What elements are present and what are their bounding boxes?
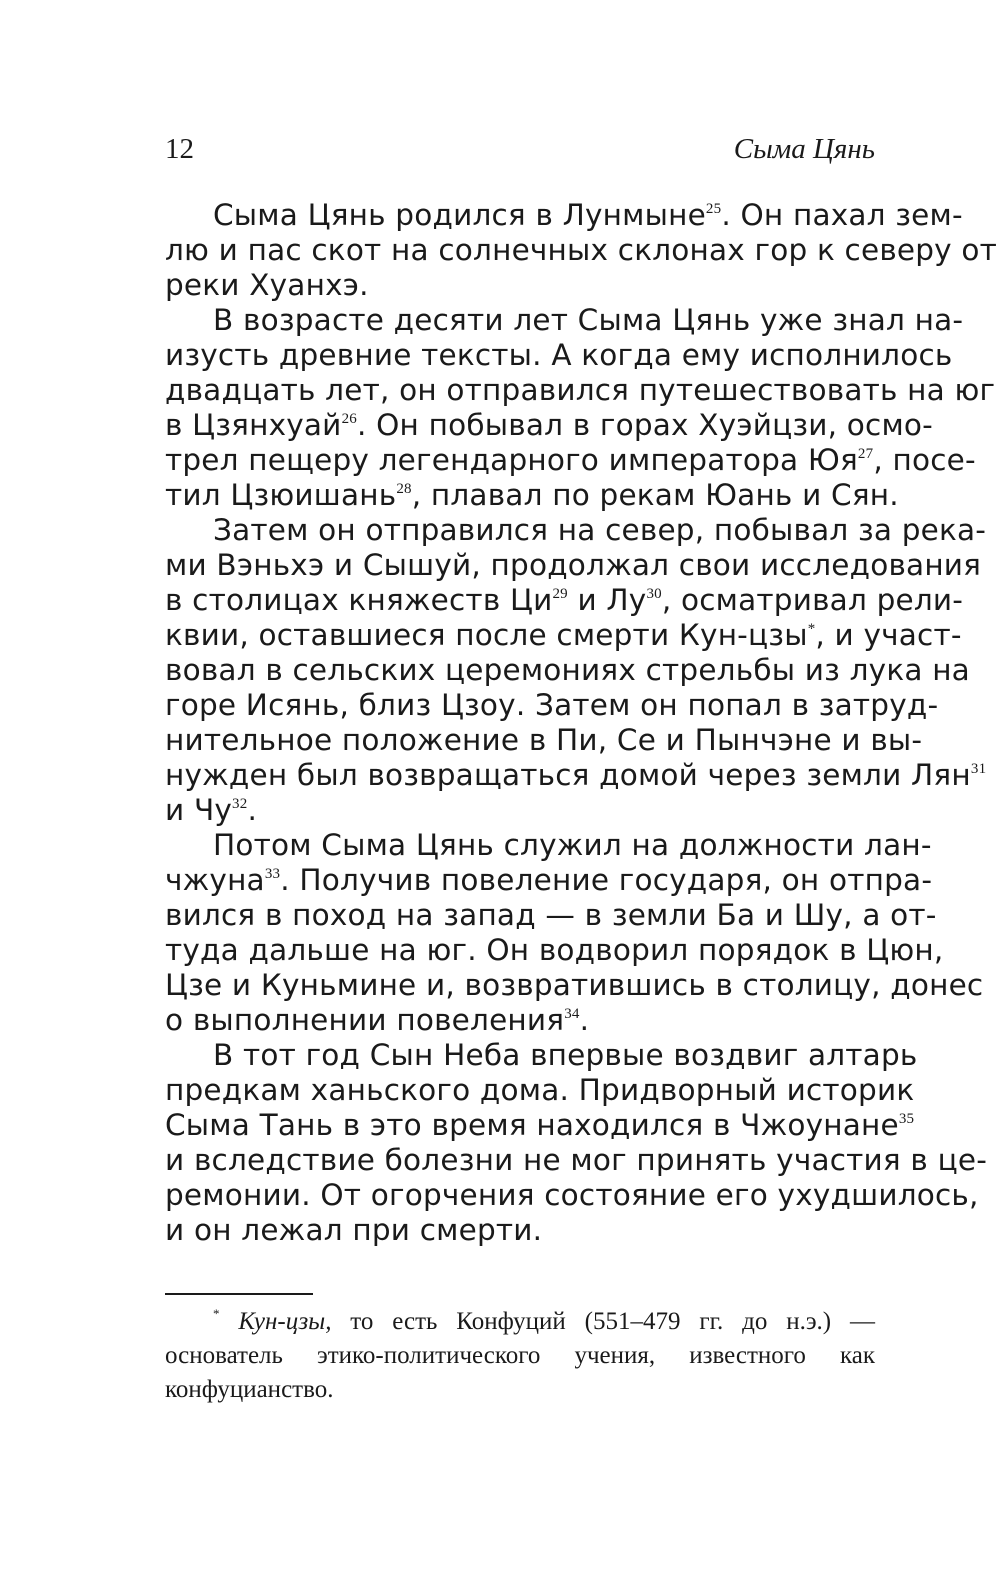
footnote-reference: 28	[396, 481, 412, 497]
text-line: реки Хуанхэ.	[165, 268, 369, 302]
text-line: тил Цзюишань$^{28}$, плавал по рекам Юань и Сян.	[165, 478, 899, 512]
text-line: изусть древние тексты. А когда ему исполнилось	[165, 338, 953, 372]
footnote-line: основатель этико-политического учения, известного как	[165, 1342, 875, 1369]
text-line: и Чу$^{32}$.	[165, 793, 258, 827]
text-line: трел пещеру легендарного императора Юя$^{27}$, посе-	[165, 443, 976, 477]
text-line: Сыма Цянь родился в Лунмыне$^{25}$. Он пахал зем-	[213, 198, 963, 232]
text-line: предкам ханьского дома. Придворный историк	[165, 1073, 915, 1107]
footnote-reference: 27	[857, 446, 874, 462]
text-line: и вследствие болезни не мог принять участия в це-	[165, 1143, 988, 1177]
text-line: двадцать лет, он отправился путешествовать на юг	[165, 373, 996, 407]
footnote-reference: 35	[898, 1111, 915, 1127]
footnote	[165, 1305, 875, 1407]
footnote-term: Кун-цзы,	[238, 1308, 332, 1335]
text-line: Затем он отправился на север, побывал за река-	[213, 513, 987, 547]
footnote-reference: 25	[705, 201, 722, 217]
paragraph	[165, 513, 987, 828]
text-line: Сыма Тань в это время находился в Чжоунане$^{35}$	[165, 1108, 915, 1142]
text-line: нужден был возвращаться домой через земли Лян$^{31}$	[165, 758, 987, 792]
text-line: Потом Сыма Цянь служил на должности лан-	[213, 828, 932, 862]
text-line: и он лежал при смерти.	[165, 1213, 543, 1247]
text-line: в столицах княжеств Ци$^{29}$ и Лу$^{30}$, осматривал рели-	[165, 583, 964, 617]
text-line: в Цзянхуай$^{26}$. Он побывал в горах Хуэйцзи, осмо-	[165, 408, 934, 442]
text-line: Цзе и Куньмине и, возвратившись в столицу, донес	[165, 968, 984, 1002]
footnote-reference: 30	[646, 586, 662, 602]
footnote-reference: *	[807, 621, 816, 637]
text-line: нительное положение в Пи, Се и Пынчэне и вы-	[165, 723, 923, 757]
footnote-separator	[165, 1293, 313, 1295]
footnote-reference: 26	[341, 411, 357, 427]
text-line: туда дальше на юг. Он водворил порядок в Цюн,	[165, 933, 944, 967]
text-line: вился в поход на запад — в земли Ба и Шу, а от-	[165, 898, 937, 932]
page-header	[165, 133, 875, 173]
footnote-marker: *	[213, 1306, 220, 1321]
running-title: Сыма Цянь	[733, 133, 875, 165]
text-line: о выполнении повеления$^{34}$.	[165, 1003, 590, 1037]
footnote-reference: 31	[970, 761, 987, 777]
paragraph	[165, 828, 984, 1038]
text-line: квии, оставшиеся после смерти Кун-цзы*, и участ-	[165, 618, 962, 652]
footnote-reference: 34	[564, 1006, 580, 1022]
footnote-reference: 33	[264, 866, 281, 882]
text-line: чжуна$^{33}$. Получив повеление государя, он отпра-	[165, 863, 933, 897]
footnote-line: * Кун-цзы, то есть Конфуций (551–479 гг. до н.э.) —	[213, 1306, 875, 1335]
page-number: 12	[165, 133, 194, 165]
footnote-reference: 29	[552, 586, 568, 602]
footnote-line: конфуцианство.	[165, 1376, 334, 1403]
main-text	[165, 198, 998, 1248]
text-line: горе Исянь, близ Цзоу. Затем он попал в затруд-	[165, 688, 939, 722]
text-line: вовал в сельских церемониях стрельбы из лука на	[165, 653, 970, 687]
text-line: лю и пас скот на солнечных склонах гор к северу от	[165, 233, 998, 267]
paragraph	[165, 198, 998, 303]
text-line: ми Вэньхэ и Сышуй, продолжал свои исследования	[165, 548, 982, 582]
text-line: В возрасте десяти лет Сыма Цянь уже знал на-	[213, 303, 964, 337]
footnote-reference: 32	[232, 796, 248, 812]
paragraph	[165, 303, 996, 513]
paragraph	[165, 1038, 988, 1248]
text-line: В тот год Сын Неба впервые воздвиг алтарь	[213, 1038, 918, 1072]
text-line: ремонии. От огорчения состояние его ухудшилось,	[165, 1178, 979, 1212]
